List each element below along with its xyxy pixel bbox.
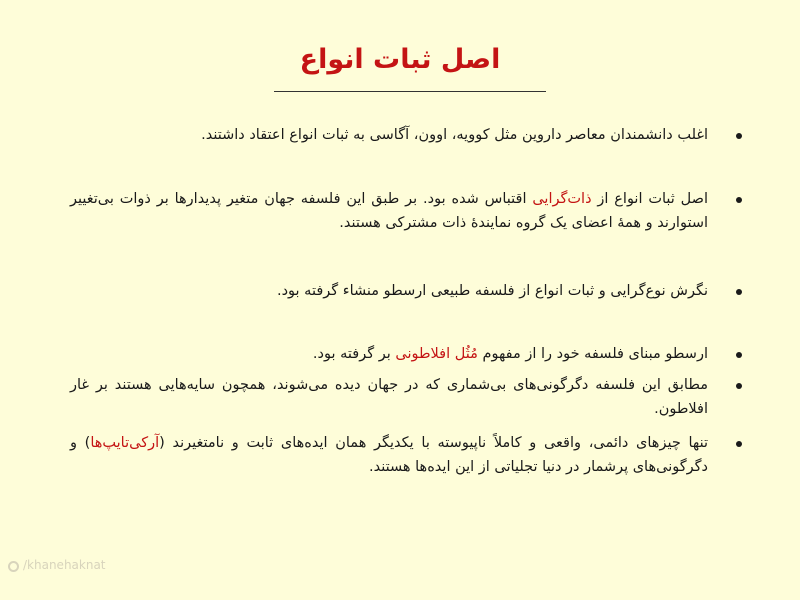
bullet-dot-icon bbox=[736, 441, 742, 447]
watermark-text: /khanehaknat bbox=[23, 558, 106, 572]
title-underline bbox=[274, 91, 546, 92]
bullet-highlight: ذات‌گرایی bbox=[532, 191, 592, 207]
bullet-text: ارسطو مبنای فلسفه خود را از مفهوم bbox=[477, 346, 708, 362]
slide-title: اصل ثبات انواع bbox=[299, 44, 501, 75]
bullet-text-after: اقتباس شده بود. بر طبق این فلسفه جهان متغیر پدیدارها بر ذوات بی‌تغییر استوارند و همهٔ اعضای یک گروه نمایندهٔ ذات مشترکی هستند. bbox=[70, 191, 708, 231]
bullet-dot-icon bbox=[736, 289, 742, 295]
bullet-text: نگرش نوع‌گرایی و ثبات انواع از فلسفه طبیعی ارسطو منشاء گرفته بود. bbox=[276, 283, 708, 299]
bullet-text-after: بر گرفته بود. bbox=[312, 346, 396, 362]
bullet-dot-icon bbox=[736, 197, 742, 203]
bullet-item bbox=[70, 342, 750, 366]
bullet-dot-icon bbox=[736, 133, 742, 139]
bullet-item bbox=[70, 431, 750, 479]
bullet-text-after: ) و دگرگونی‌های پرشمار در دنیا تجلیاتی از این ایده‌ها هستند. bbox=[70, 435, 708, 475]
bullet-item bbox=[70, 187, 750, 235]
bullet-item bbox=[70, 373, 750, 421]
bullet-text: مطابق این فلسفه دگرگونی‌های بی‌شماری که در جهان دیده می‌شوند، همچون سایه‌هایی هستند بر غار افلاطون. bbox=[70, 377, 708, 417]
circle-logo-icon bbox=[8, 561, 19, 572]
bullet-item bbox=[70, 123, 750, 147]
bullet-highlight: آرکی‌تایپ‌ها bbox=[90, 435, 160, 451]
bullet-item bbox=[70, 279, 750, 303]
bullet-text: اغلب دانشمندان معاصر داروین مثل کوویه، اوون، آگاسی به ثبات انواع اعتقاد داشتند. bbox=[201, 127, 708, 143]
bullet-text: اصل ثبات انواع از bbox=[591, 191, 708, 207]
bullet-text: تنها چیزهای دائمی، واقعی و کاملاً ناپیوسته با یکدیگر همان ایده‌های ثابت و نامتغیرند ( bbox=[159, 435, 708, 451]
bullet-dot-icon bbox=[736, 352, 742, 358]
watermark bbox=[8, 558, 106, 572]
bullet-highlight: مُثُل افلاطونی bbox=[395, 346, 478, 362]
bullet-dot-icon bbox=[736, 383, 742, 389]
